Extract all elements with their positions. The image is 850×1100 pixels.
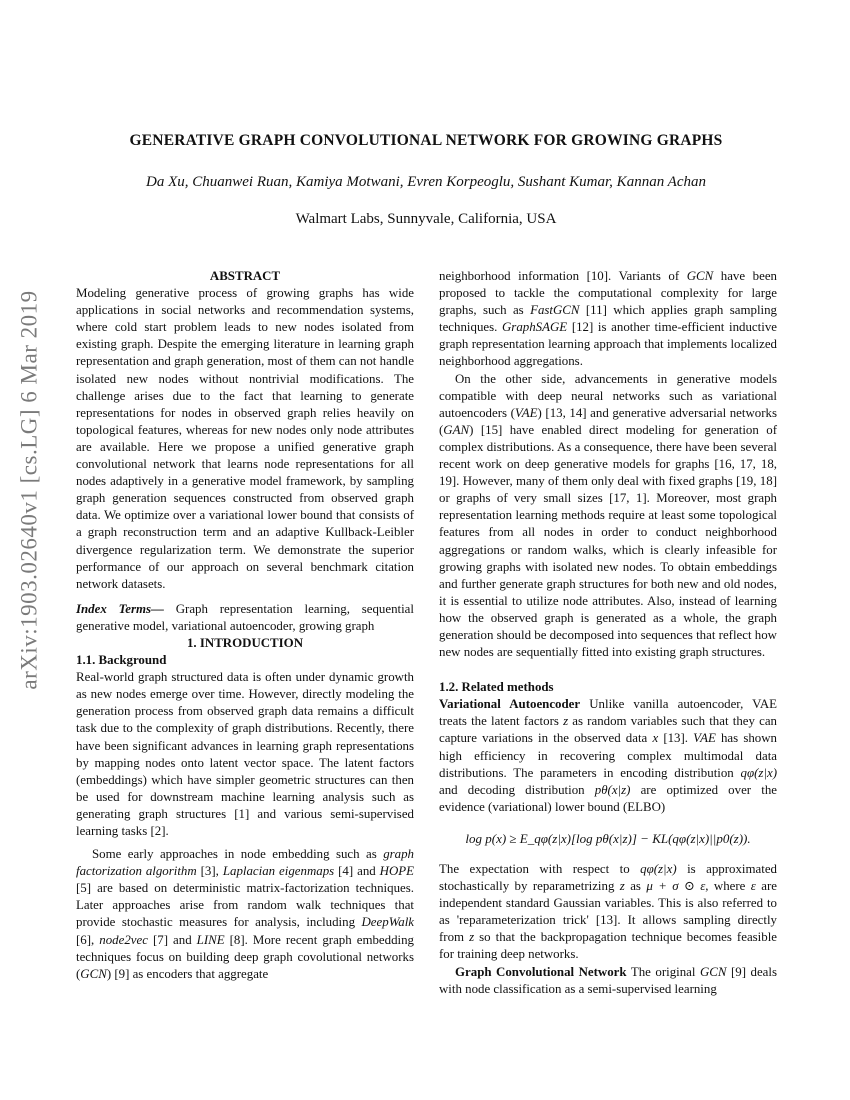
paper-affiliation: Walmart Labs, Sunnyvale, California, USA (295, 211, 557, 227)
expectation-paragraph: The expectation with respect to qφ(z|x) is approximated stochastically by reparametrizing z as μ + σ ⊙ ε, where ε are independent standard Gaussian variables. This is also referred to as 'reparameterization trick' [13]. It allows sampling directly from z so that the backpropagation technique becomes feasible for training deep networks. (439, 862, 778, 962)
index-terms (76, 601, 414, 635)
right-column (439, 268, 777, 998)
intro-paragraph-2: Some early approaches in node embedding such as graph factorization algorithm [3], Laplacian eigenmaps [4] and HOPE [5] are based on deterministic matrix-factorization techniques. Later approaches arise from random walk techniques that provide stochastic measures for analysis, including DeepWalk [6], node2vec [7] and LINE [8]. More recent graph embedding techniques focus on building deep graph covolutional networks (GCN) [9] as encoders that aggregate (76, 847, 415, 981)
related-methods-heading: 1.2. Related methods (439, 680, 554, 695)
vae-paragraph: Variational Autoencoder Unlike vanilla autoencoder, VAE treats the latent factors z as random variables such that they can capture variations in the observed data x [13]. VAE has shown high efficiency in recovering complex multimodal data distributions. The parameters in encoding distribution qφ(z|x) and decoding distribution pθ(x|z) are optimized over the evidence (variational) lower bound (ELBO) (439, 697, 778, 814)
index-terms-text: Graph representation learning, sequential generative model, variational autoencoder, growing graph (76, 601, 414, 633)
paper-authors: Da Xu, Chuanwei Ruan, Kamiya Motwani, Evren Korpeoglu, Sushant Kumar, Kannan Achan (146, 174, 706, 190)
left-column (76, 268, 414, 983)
intro-paragraph-3: neighborhood information [10]. Variants of GCN have been proposed to tackle the computational complexity for large graphs, such as FastGCN [11] which applies graph sampling techniques. GraphSAGE [12] is another time-efficient inductive graph representation learning approach that implements localized neighborhood aggregations. (439, 269, 777, 369)
abstract-text: Modeling generative process of growing graphs has wide applications in social networks and recommendation systems, where cold start problem leads to new nodes isolated from existing graph. Despite the emerging literature in learning graph representation and graph generation, most of them can not handle isolated new nodes without nontrivial modifications. The challenge arises due to the fact that learning to generate representations for nodes in observed graph relies heavily on topological features, whereas for new nodes only node attributes are available. Here we propose a unified generative graph convolutional network that learns node representations for all nodes adaptively in a generative model framework, by sampling graph generation sequences constructed from observed graph data. We optimize over a variational lower bound that consists of a graph reconstruction term and an adaptive Kullback-Leibler divergence regularization term. We demonstrate the superior performance of our approach on several benchmark citation network datasets. (76, 286, 414, 591)
abstract-heading: ABSTRACT (209, 269, 281, 283)
arxiv-id-text: arXiv:1903.02640v1 [cs.LG] 6 Mar 2019 (17, 290, 42, 690)
index-terms-label: Index Terms— (76, 601, 164, 616)
arxiv-identifier (4, 290, 56, 690)
gcn-paragraph: Graph Convolutional Network The original GCN [9] deals with node classification as a semi-supervised learning (439, 964, 777, 996)
background-heading: 1.1. Background (76, 653, 167, 668)
paper-title: GENERATIVE GRAPH CONVOLUTIONAL NETWORK FOR GROWING GRAPHS (129, 132, 723, 149)
elbo-equation: log p(x) ≥ E_qφ(z|x)[log pθ(x|z)] − KL(qφ(z|x)||p0(z)). (465, 830, 751, 846)
introduction-heading: 1. INTRODUCTION (186, 635, 304, 650)
intro-paragraph-1: Real-world graph structured data is often under dynamic growth as new nodes emerge over time. However, directly modeling the generation process from observed graph data remains a difficult task due to the complexity of graph distributions. Recently, there have been significant advances in learning graph representations by mapping nodes onto latent vector space. The latent factors (embeddings) which have simpler geometric structures can then be used for downstream machine learning analysis such as generating graph structures [1] and various semi-supervised learning tasks [2]. (76, 670, 414, 838)
intro-paragraph-4: On the other side, advancements in generative models compatible with deep neural networks such as variational autoencoders (VAE) [13, 14] and generative adversarial networks (GAN) [15] have enabled direct modeling for generation of complex distributions. As a consequence, there have been several recent work on deep generative models for graphs [16, 17, 18, 19]. However, many of them only deal with fixed graphs [19, 18] or graphs of very small sizes [17, 1]. Moreover, most graph representation learning methods require at least some topological features from all nodes in order to conduct neighborhood aggregations or random walks, which is clearly infeasible for growing graphs with isolated new nodes. To obtain embeddings and further generate graph structures for both new and old nodes, it is essential to utilize node attributes. Also, instead of learning how the observed graph is generated as a whole, the graph generation should be decomposed into sequences that reflect how new nodes are sequentially fitted into existing graph structures. (439, 371, 777, 660)
